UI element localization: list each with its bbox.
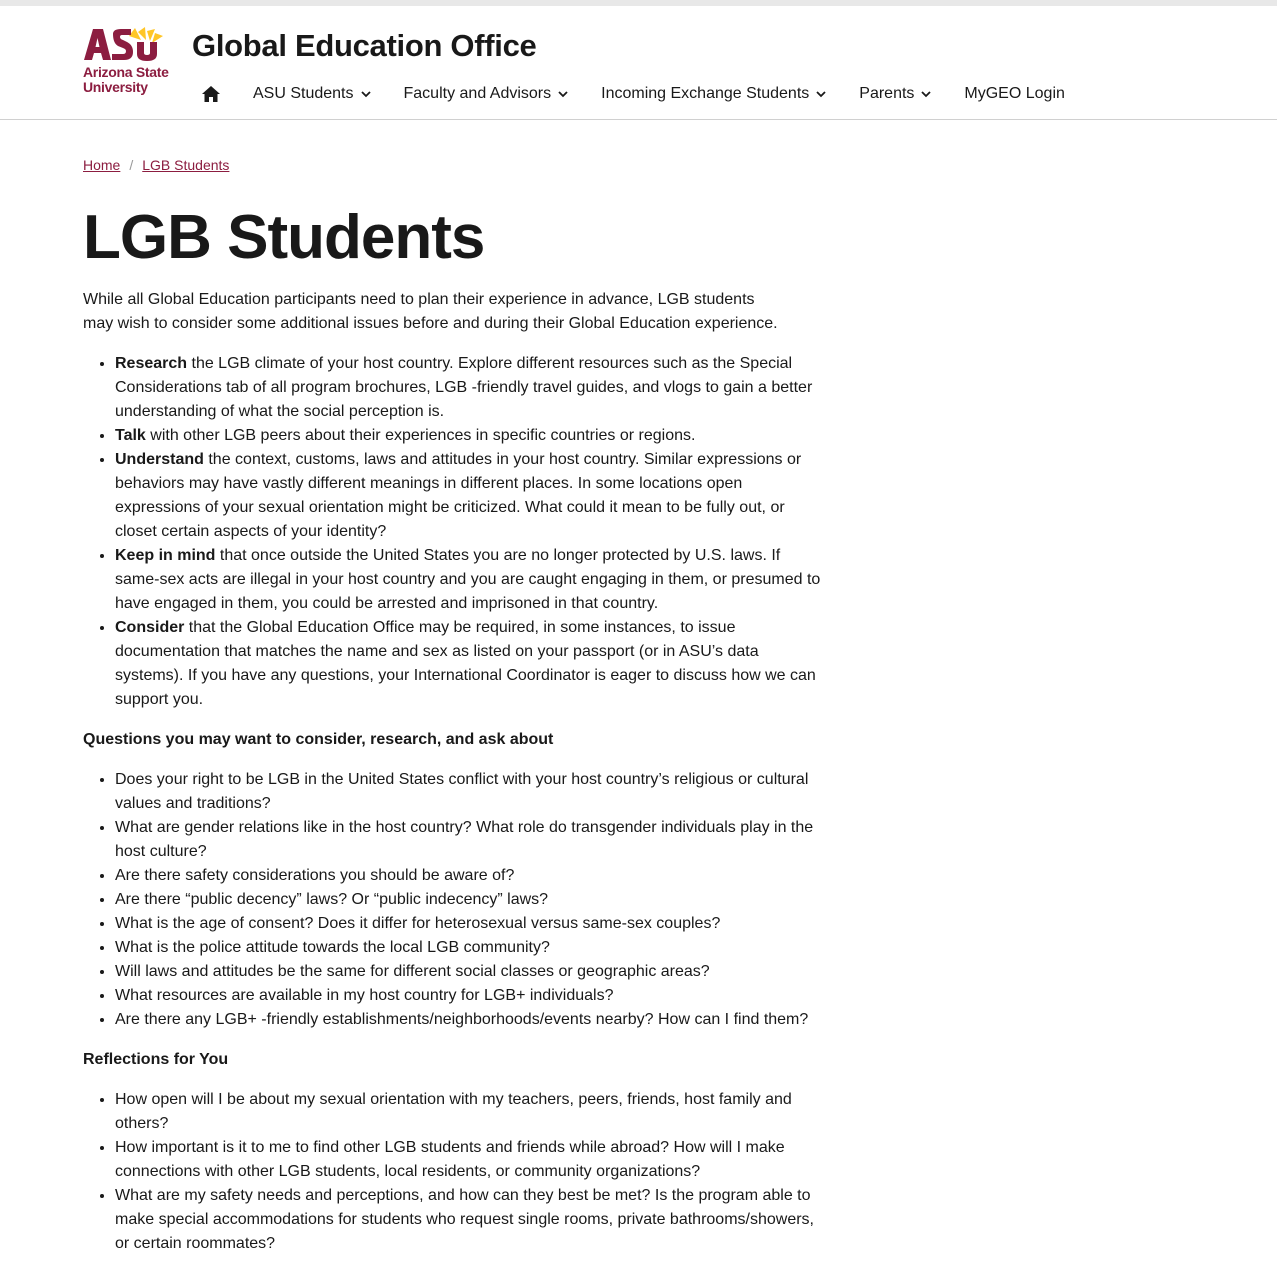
site-title[interactable]: Global Education Office <box>192 28 537 63</box>
home-icon[interactable] <box>200 84 222 104</box>
tip-text: the context, customs, laws and attitudes in your host country. Similar expressions or behaviors may have vastly different meanings in different places. In some locations open expressions of your sexual orientation might be criticized. What could it mean to be fully out, or closet certain aspects of your identity? <box>115 451 802 540</box>
tip-keyword: Research <box>115 355 188 372</box>
list-item <box>115 424 823 448</box>
nav-item-label: MyGEO Login <box>964 85 1065 102</box>
reflections-heading: Reflections for You <box>83 1051 229 1068</box>
list-item <box>115 448 823 544</box>
tip-text: the LGB climate of your host country. Explore different resources such as the Special Considerations tab of all program brochures, LGB -friendly travel guides, and vlogs to gain a better understanding of what the social perception is. <box>115 355 813 420</box>
tip-keyword: Talk <box>115 427 146 444</box>
breadcrumb <box>83 157 229 173</box>
tip-text: that the Global Education Office may be required, in some instances, to issue documentation that matches the name and sex as listed on your passport (or in ASU’s data systems). If you have any questions, your International Coordinator is eager to discuss how we can support you. <box>115 619 816 708</box>
nav-asu-students[interactable] <box>253 85 372 103</box>
breadcrumb-home-link[interactable]: Home <box>83 157 121 173</box>
asu-logo-mark-icon <box>83 26 165 62</box>
list-item: • How important is it to me to find other LGB students and friends while abroad? How will I make connections with other LGB students, local residents, or community organizations? <box>115 1136 823 1184</box>
asu-logo-wordmark <box>83 65 169 95</box>
list-item: • What are gender relations like in the host country? What role do transgender individuals play in the host culture? <box>115 816 823 864</box>
main-content <box>83 288 823 1272</box>
list-item: • What are my safety needs and perceptions, and how can they best be met? Is the program able to make special accommodations for students who request single rooms, private bathrooms/showers, or certain roommates? <box>115 1184 823 1256</box>
list-item: • What is the age of consent? Does it differ for heterosexual versus same-sex couples? <box>115 912 823 936</box>
list-item: • Are there “public decency” laws? Or “public indecency” laws? <box>115 888 823 912</box>
breadcrumb-separator: / <box>129 157 134 173</box>
questions-heading: Questions you may want to consider, research, and ask about <box>83 731 554 748</box>
list-item <box>115 352 823 424</box>
list-item: • Are there any LGB+ -friendly establishments/neighborhoods/events nearby? How can I find them? <box>115 1008 823 1032</box>
list-item <box>115 544 823 616</box>
chevron-down-icon <box>360 89 372 99</box>
list-item: • Does your right to be LGB in the United States conflict with your host country’s religious or cultural values and traditions? <box>115 768 823 816</box>
list-item: • Will laws and attitudes be the same for different social classes or geographic areas? <box>115 960 823 984</box>
breadcrumb-current-link[interactable]: LGB Students <box>142 157 230 173</box>
nav-item-label: Parents <box>859 85 915 102</box>
nav-item-label: Faculty and Advisors <box>403 85 552 102</box>
page-title: LGB Students <box>83 203 485 272</box>
nav-mygeo-login[interactable] <box>964 85 1064 103</box>
site-header <box>0 6 1277 120</box>
nav-item-label: Incoming Exchange Students <box>601 85 810 102</box>
list-item: • What is the police attitude towards the local LGB community? <box>115 936 823 960</box>
tip-text: that once outside the United States you are no longer protected by U.S. laws. If same-sex acts are illegal in your host country and you are caught engaging in them, or presumed to have engaged in them, you could be arrested and imprisoned in that country. <box>115 547 821 612</box>
tip-text: with other LGB peers about their experiences in specific countries or regions. <box>145 427 696 444</box>
tip-keyword: Consider <box>115 619 185 636</box>
intro-paragraph: While all Global Education participants need to plan their experience in advance, LGB students may wish to consider some additional issues before and during their Global Education experience. <box>83 291 778 332</box>
nav-item-label: ASU Students <box>253 85 354 102</box>
logo-text-line2: University <box>83 79 148 95</box>
chevron-down-icon <box>920 89 932 99</box>
tips-list <box>83 352 823 712</box>
chevron-down-icon <box>557 89 569 99</box>
list-item: • What resources are available in my host country for LGB+ individuals? <box>115 984 823 1008</box>
tip-keyword: Keep in mind <box>115 547 216 564</box>
list-item: • Are there safety considerations you should be aware of? <box>115 864 823 888</box>
logo-text-line1: Arizona State <box>83 64 169 80</box>
nav-parents[interactable] <box>859 85 932 103</box>
nav-faculty-advisors[interactable] <box>404 85 570 103</box>
questions-list <box>83 768 823 1032</box>
chevron-down-icon <box>815 89 827 99</box>
reflections-list <box>83 1088 823 1256</box>
nav-incoming-exchange-students[interactable] <box>601 85 827 103</box>
list-item: • How open will I be about my sexual orientation with my teachers, peers, friends, host family and others? <box>115 1088 823 1136</box>
tip-keyword: Understand <box>115 451 204 468</box>
asu-logo[interactable] <box>83 26 183 106</box>
list-item <box>115 616 823 712</box>
main-nav <box>200 80 1097 108</box>
